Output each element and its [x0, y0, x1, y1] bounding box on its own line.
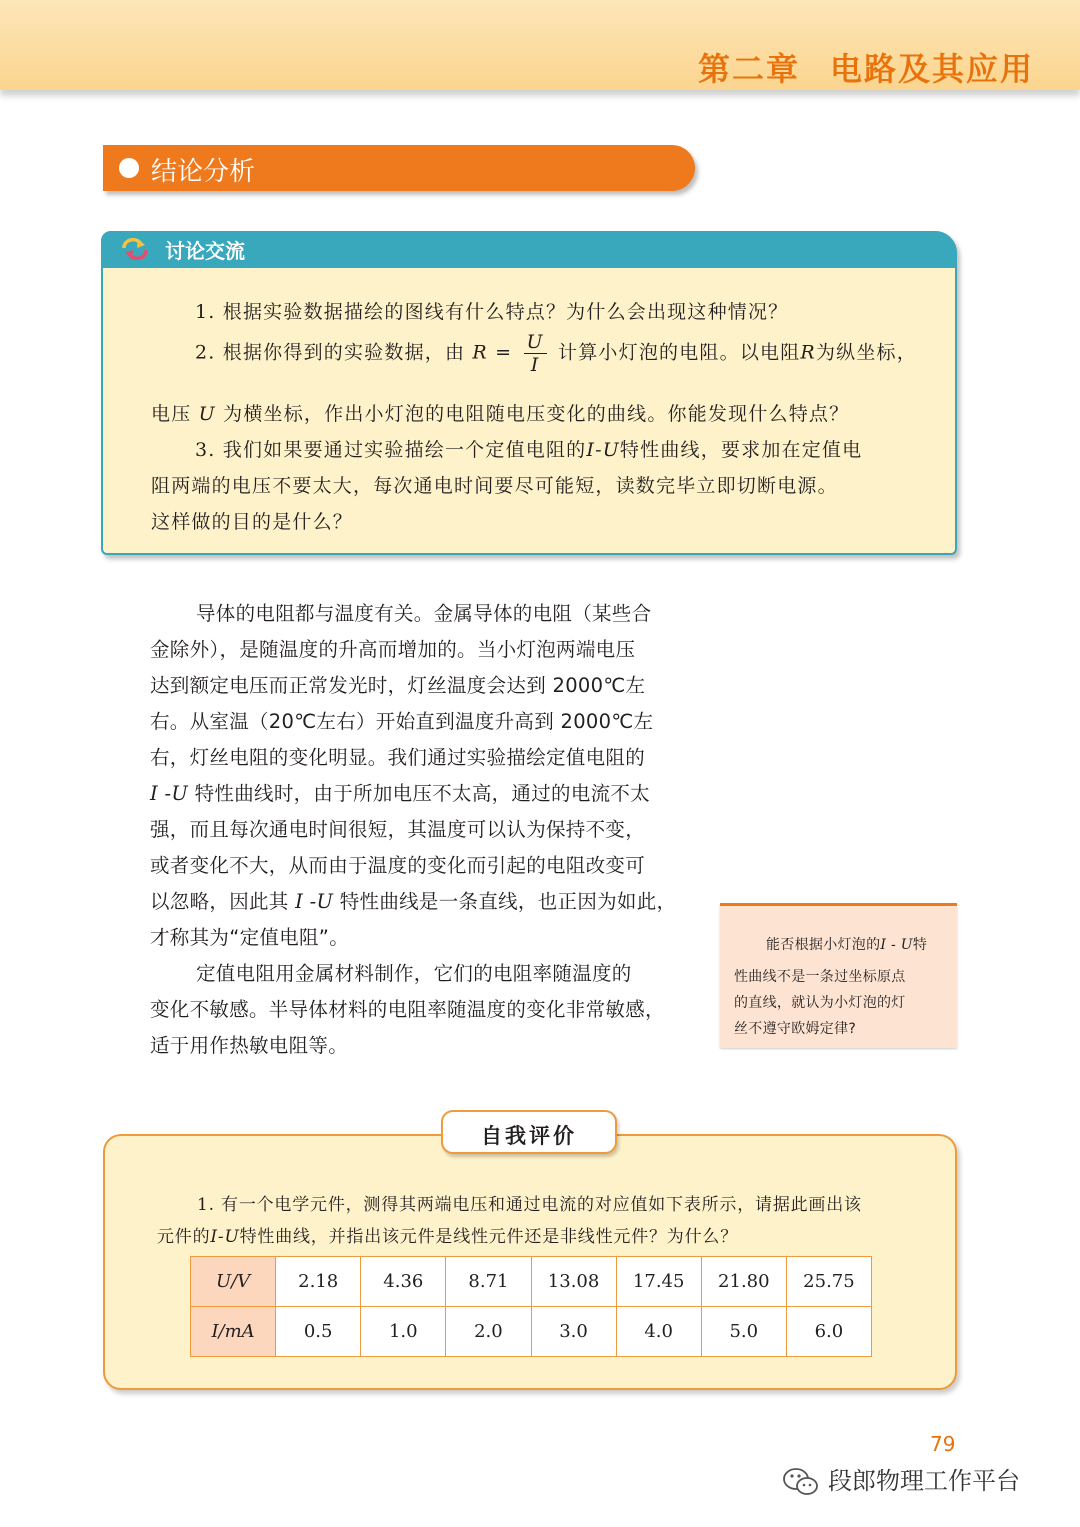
- side-note-line-4: 丝不遵守欧姆定律?: [734, 1021, 857, 1037]
- q2-text-post: 计算小灯泡的电阻。以电阻: [558, 341, 801, 364]
- table-cell: 25.75: [786, 1257, 871, 1307]
- body-line-2: 金除外），是随温度的升高而增加的。当小灯泡两端电压: [150, 638, 636, 661]
- self-eval-tab: [441, 1110, 617, 1154]
- question-3-line1: [195, 435, 862, 462]
- watermark-text: 段郎物理工作平台: [828, 1467, 1020, 1495]
- table-header-voltage: U/V: [191, 1257, 276, 1307]
- table-cell: 2.0: [446, 1307, 531, 1357]
- section-heading: [103, 145, 695, 191]
- discussion-box: [101, 231, 957, 555]
- table-cell: 6.0: [786, 1307, 871, 1357]
- eval-question-line-2: [157, 1222, 738, 1247]
- question-2-line2: [151, 399, 849, 426]
- q2-line2-post: 为横坐标，作出小灯泡的电阻随电压变化的曲线。你能发现什么特点？: [223, 403, 850, 425]
- body-line-12: 变化不敏感。半导体材料的电阻率随温度的变化非常敏感，: [150, 998, 665, 1021]
- body-line-4: 右。从室温（20℃左右）开始直到温度升高到 2000℃左: [150, 710, 654, 733]
- question-1: 1. 根据实验数据描绘的图线有什么特点？为什么会出现这种情况？: [195, 301, 789, 323]
- q3-line1-var: I-U: [586, 439, 620, 461]
- page-number: 79: [930, 1432, 956, 1456]
- data-table: [190, 1256, 872, 1357]
- q2-line2-var: U: [198, 403, 216, 425]
- body-line-11: 定值电阻用金属材料制作，它们的电阻率随温度的: [196, 962, 632, 985]
- self-eval-title: 自我评价: [481, 1124, 577, 1148]
- table-cell: 2.18: [276, 1257, 361, 1307]
- header-band: [0, 0, 1080, 90]
- table-cell: 21.80: [701, 1257, 786, 1307]
- body-line-9-pre: 以忽略，因此其: [150, 890, 296, 913]
- side-note-line-1: [766, 934, 927, 954]
- q3-line1-pre: 3. 我们如果要通过实验描绘一个定值电阻的: [195, 439, 587, 461]
- table-cell: 17.45: [616, 1257, 701, 1307]
- eval-l2-pre: 元件的: [157, 1227, 211, 1247]
- body-line-9: [150, 886, 676, 914]
- side-note: [720, 903, 957, 1048]
- formula-denominator: I: [530, 354, 540, 376]
- bullet-dot-icon: [119, 158, 139, 178]
- body-var-iu-2: I -U: [295, 890, 334, 913]
- formula-numerator: U: [524, 331, 547, 354]
- body-line-6: [150, 778, 650, 806]
- body-line-5: 右，灯丝电阻的变化明显。我们通过实验描绘定值电阻的: [150, 746, 646, 769]
- table-cell: 0.5: [276, 1307, 361, 1357]
- question-3-line2: 阻两端的电压不要太大，每次通电时间要尽可能短，读数完毕立即切断电源。: [151, 475, 838, 497]
- table-cell: 4.0: [616, 1307, 701, 1357]
- discussion-arrows-icon: [121, 238, 149, 264]
- body-line-10: 才称其为“定值电阻”。: [150, 926, 350, 949]
- question-2-line1: [195, 331, 917, 376]
- discussion-title: 讨论交流: [165, 239, 245, 263]
- body-var-iu: I -U: [150, 782, 189, 805]
- table-row-voltage: [191, 1257, 872, 1307]
- q2-text-pre: 2. 根据你得到的实验数据，由: [195, 341, 466, 364]
- q2-var: R: [800, 341, 816, 364]
- eval-question-line-1: 1. 有一个电学元件，测得其两端电压和通过电流的对应值如下表所示，请据此画出该: [197, 1195, 862, 1215]
- body-line-6-text: 特性曲线时，由于所加电压不太高，通过的电流不太: [188, 782, 651, 805]
- note-l1-var: I - U: [880, 937, 913, 953]
- body-line-8: 或者变化不大，从而由于温度的变化而引起的电阻改变可: [150, 854, 646, 877]
- body-line-1: 导体的电阻都与温度有关。金属导体的电阻（某些合: [196, 602, 652, 625]
- note-l1-post: 特: [912, 937, 928, 953]
- formula-fraction: [524, 331, 547, 376]
- formula-lhs: R =: [472, 341, 513, 364]
- note-l1-pre: 能否根据小灯泡的: [766, 937, 881, 953]
- body-line-9-post: 特性曲线是一条直线，也正因为如此，: [333, 890, 677, 913]
- side-note-line-2: 性曲线不是一条过坐标原点: [734, 969, 906, 985]
- chapter-title: [698, 44, 1034, 90]
- eval-l2-post: 特性曲线，并指出该元件是线性元件还是非线性元件？为什么？: [239, 1227, 738, 1247]
- question-3-line3: 这样做的目的是什么？: [151, 511, 354, 533]
- body-line-3: 达到额定电压而正常发光时，灯丝温度会达到 2000℃左: [150, 674, 646, 697]
- table-cell: 8.71: [446, 1257, 531, 1307]
- q2-text-end: 为纵坐标，: [815, 341, 917, 364]
- section-title: 结论分析: [151, 157, 256, 187]
- table-row-current: [191, 1307, 872, 1357]
- body-line-7: 强，而且每次通电时间很短，其温度可以认为保持不变，: [150, 818, 646, 841]
- table-cell: 13.08: [531, 1257, 616, 1307]
- q2-line2-pre: 电压: [151, 403, 192, 425]
- table-cell: 5.0: [701, 1307, 786, 1357]
- table-cell: 4.36: [361, 1257, 446, 1307]
- discussion-header: [101, 231, 957, 268]
- chapter-number: 第二章: [697, 50, 800, 88]
- eval-l2-var: I-U: [210, 1227, 240, 1247]
- q3-line1-post: 特性曲线，要求加在定值电: [619, 439, 863, 461]
- watermark: [782, 1461, 1020, 1498]
- chapter-name: 电路及其应用: [829, 50, 1034, 88]
- body-line-13: 适于用作热敏电阻等。: [150, 1034, 349, 1057]
- side-note-line-3: 的直线，就认为小灯泡的灯: [734, 995, 906, 1011]
- table-header-current: I/mA: [191, 1307, 276, 1357]
- table-cell: 3.0: [531, 1307, 616, 1357]
- table-cell: 1.0: [361, 1307, 446, 1357]
- wechat-logo-icon: [782, 1466, 820, 1498]
